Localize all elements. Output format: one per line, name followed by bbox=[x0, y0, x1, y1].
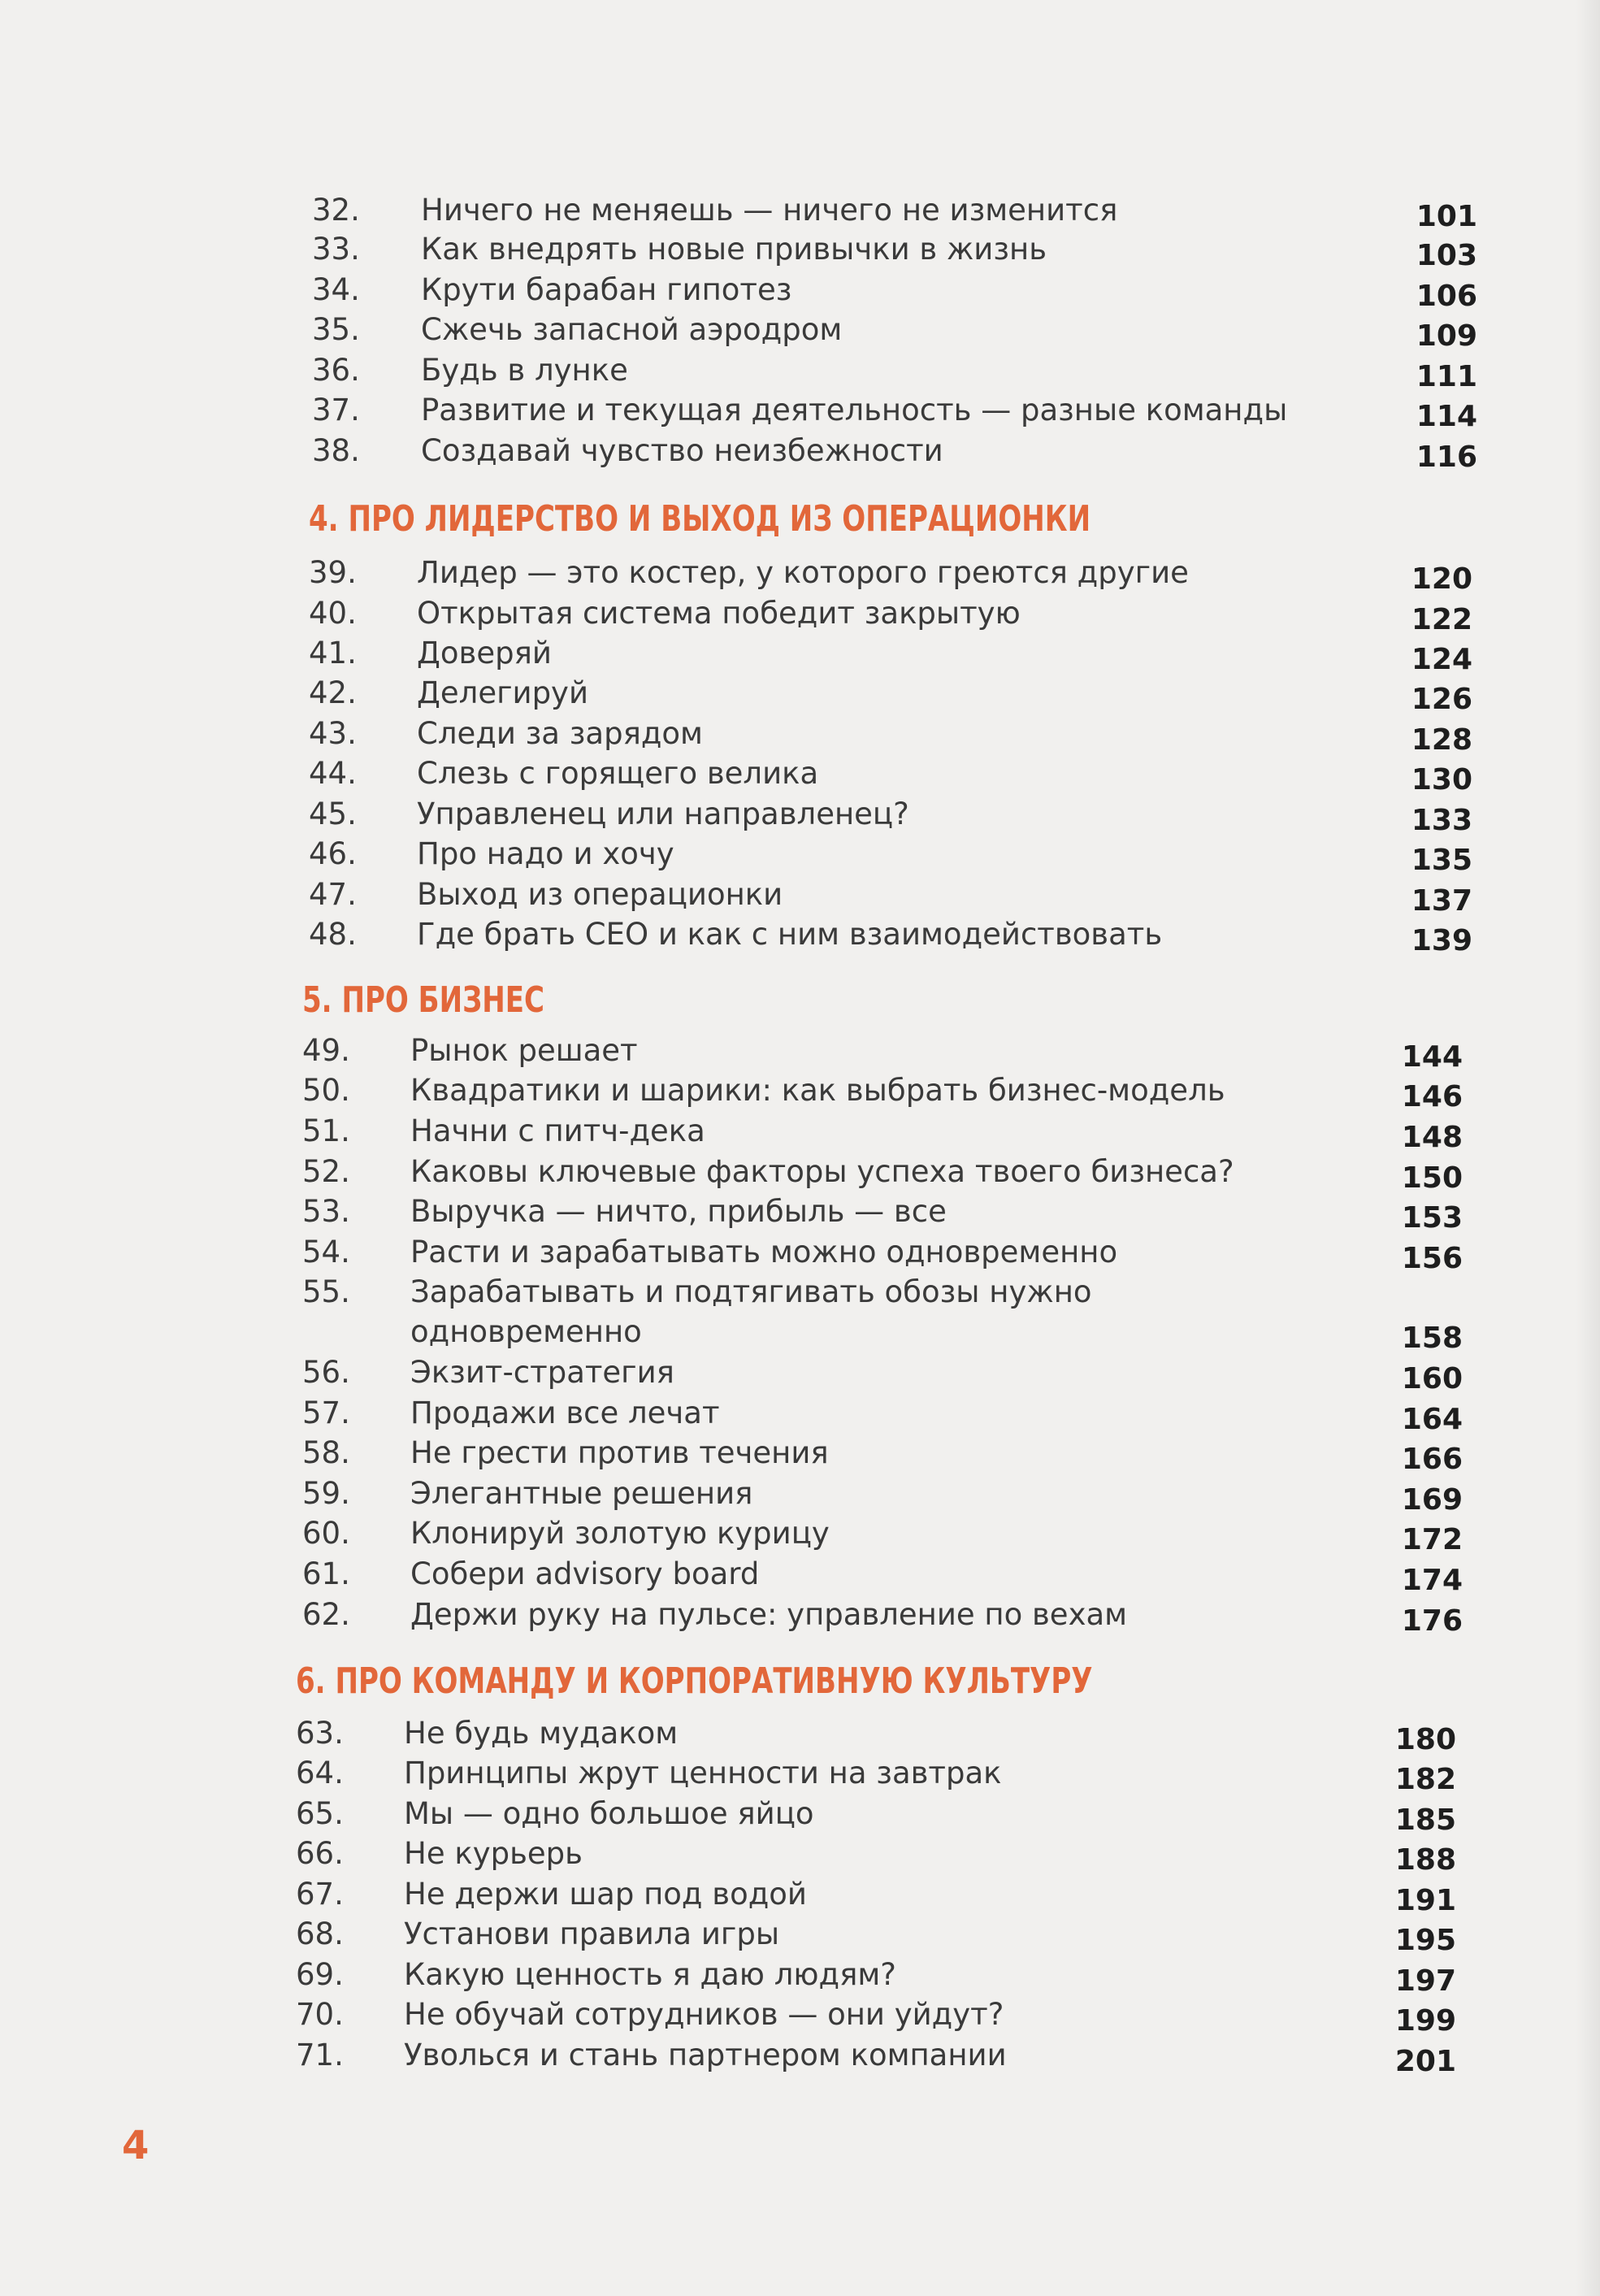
entry-number: 41. bbox=[309, 636, 357, 671]
toc-entry bbox=[296, 1995, 1456, 2038]
toc-entry bbox=[302, 1233, 1463, 1275]
entry-page-number: 139 bbox=[1411, 924, 1472, 957]
entry-number: 48. bbox=[309, 917, 357, 952]
entry-title: Продажи все лечат bbox=[410, 1395, 720, 1430]
toc-entry bbox=[302, 1514, 1463, 1556]
toc-entry bbox=[296, 1795, 1456, 1837]
entry-title: Начни с питч-дека bbox=[410, 1113, 705, 1148]
entry-number: 45. bbox=[309, 796, 357, 831]
page-edge-shadow bbox=[1576, 0, 1600, 2296]
entry-page-number: 176 bbox=[1401, 1604, 1463, 1638]
toc-entry bbox=[309, 795, 1472, 837]
entry-title: Собери advisory board bbox=[410, 1556, 760, 1591]
entry-title: Клонируй золотую курицу bbox=[410, 1516, 830, 1551]
entry-number: 62. bbox=[302, 1597, 350, 1632]
toc-entry bbox=[302, 1394, 1463, 1436]
toc-entry bbox=[302, 1595, 1463, 1638]
entry-page-number: 182 bbox=[1394, 1763, 1456, 1796]
entry-page-number: 111 bbox=[1416, 360, 1477, 393]
entry-page-number: 160 bbox=[1401, 1362, 1463, 1395]
toc-entry bbox=[302, 1555, 1463, 1597]
toc-entry bbox=[302, 1112, 1463, 1154]
toc-entry bbox=[302, 1192, 1463, 1235]
toc-entry bbox=[309, 915, 1472, 957]
entry-title: Держи руку на пульсе: управление по вехам bbox=[410, 1597, 1128, 1632]
toc-entry bbox=[296, 1714, 1456, 1756]
entry-title: Сжечь запасной аэродром bbox=[421, 312, 843, 347]
entry-title: Выручка — ничто, прибыль — все bbox=[410, 1194, 947, 1229]
entry-title: Доверяй bbox=[417, 636, 552, 671]
entry-number: 36. bbox=[312, 353, 360, 388]
toc-entry bbox=[312, 230, 1477, 272]
section-heading: 5. ПРО БИЗНЕС bbox=[302, 979, 545, 1021]
entry-title: Не обучай сотрудников — они уйдут? bbox=[404, 1997, 1004, 2032]
entry-page-number: 135 bbox=[1411, 844, 1472, 877]
entry-page-number: 166 bbox=[1401, 1443, 1463, 1476]
section-heading: 4. ПРО ЛИДЕРСТВО И ВЫХОД ИЗ ОПЕРАЦИОНКИ bbox=[309, 498, 1091, 540]
entry-number: 46. bbox=[309, 836, 357, 871]
entry-number: 33. bbox=[312, 232, 360, 267]
entry-page-number: 156 bbox=[1401, 1242, 1463, 1275]
entry-number: 32. bbox=[312, 193, 360, 228]
entry-page-number: 153 bbox=[1401, 1201, 1463, 1235]
entry-title: Не держи шар под водой bbox=[404, 1877, 807, 1912]
entry-title: Слезь с горящего велика bbox=[417, 756, 819, 791]
entry-title: Выход из операционки bbox=[417, 877, 783, 912]
toc-entry bbox=[296, 1834, 1456, 1877]
entry-number: 50. bbox=[302, 1073, 350, 1108]
entry-page-number: 199 bbox=[1394, 2004, 1456, 2038]
entry-title: Про надо и хочу bbox=[417, 836, 674, 871]
toc-entry bbox=[312, 271, 1477, 313]
entry-number: 68. bbox=[296, 1916, 344, 1951]
entry-number: 54. bbox=[302, 1235, 350, 1270]
toc-entry bbox=[309, 674, 1472, 716]
entry-number: 34. bbox=[312, 272, 360, 307]
entry-title: Управленец или направленец? bbox=[417, 796, 909, 831]
entry-title-continuation: одновременно bbox=[410, 1314, 642, 1349]
entry-title: Каковы ключевые факторы успеха твоего бизнеса? bbox=[410, 1154, 1234, 1189]
entry-title: Лидер — это костер, у которого греются другие bbox=[417, 555, 1189, 590]
entry-number: 38. bbox=[312, 433, 360, 468]
entry-number: 52. bbox=[302, 1154, 350, 1189]
entry-number: 42. bbox=[309, 675, 357, 710]
entry-page-number: 103 bbox=[1416, 239, 1477, 272]
entry-page-number: 201 bbox=[1394, 2045, 1456, 2078]
entry-title: Расти и зарабатывать можно одновременно bbox=[410, 1235, 1118, 1270]
entry-number: 43. bbox=[309, 716, 357, 751]
entry-number: 51. bbox=[302, 1113, 350, 1148]
toc-entry bbox=[309, 553, 1472, 596]
entry-title: Будь в лунке bbox=[421, 353, 628, 388]
entry-number: 67. bbox=[296, 1877, 344, 1912]
entry-title: Не курьерь bbox=[404, 1836, 583, 1871]
toc-entry bbox=[302, 1273, 1463, 1354]
toc-entry bbox=[302, 1031, 1463, 1074]
entry-number: 64. bbox=[296, 1756, 344, 1790]
entry-title: Как внедрять новые привычки в жизнь bbox=[421, 232, 1047, 267]
entry-page-number: 101 bbox=[1416, 200, 1477, 233]
entry-number: 55. bbox=[302, 1274, 350, 1309]
toc-entry bbox=[302, 1152, 1463, 1195]
entry-title: Следи за зарядом bbox=[417, 716, 703, 751]
entry-number: 65. bbox=[296, 1796, 344, 1831]
entry-number: 59. bbox=[302, 1476, 350, 1511]
entry-title: Не будь мудаком bbox=[404, 1716, 679, 1751]
entry-number: 53. bbox=[302, 1194, 350, 1229]
entry-number: 63. bbox=[296, 1716, 344, 1751]
toc-entry bbox=[302, 1474, 1463, 1517]
toc-entry bbox=[309, 714, 1472, 757]
entry-page-number: 169 bbox=[1401, 1483, 1463, 1517]
entry-page-number: 109 bbox=[1416, 319, 1477, 353]
toc-entry bbox=[309, 594, 1472, 636]
toc-entry bbox=[296, 1955, 1456, 1998]
entry-page-number: 116 bbox=[1416, 441, 1477, 474]
toc-entry bbox=[312, 391, 1477, 433]
entry-page-number: 128 bbox=[1411, 723, 1472, 757]
toc-entry bbox=[302, 1071, 1463, 1113]
toc-entry bbox=[309, 754, 1472, 796]
entry-page-number: 188 bbox=[1394, 1843, 1456, 1877]
entry-number: 66. bbox=[296, 1836, 344, 1871]
toc-entry bbox=[296, 1915, 1456, 1957]
entry-title: Элегантные решения bbox=[410, 1476, 753, 1511]
entry-page-number: 137 bbox=[1411, 884, 1472, 918]
entry-page-number: 164 bbox=[1401, 1403, 1463, 1436]
entry-page-number: 172 bbox=[1401, 1523, 1463, 1556]
entry-title: Где брать CEO и как с ним взаимодействовать bbox=[417, 917, 1163, 952]
entry-number: 35. bbox=[312, 312, 360, 347]
toc-entry bbox=[302, 1434, 1463, 1476]
toc-entry bbox=[296, 2036, 1456, 2078]
entry-title: Рынок решает bbox=[410, 1033, 638, 1068]
page-number: 4 bbox=[122, 2123, 150, 2168]
entry-page-number: 120 bbox=[1411, 562, 1472, 596]
entry-page-number: 146 bbox=[1401, 1080, 1463, 1113]
entry-page-number: 144 bbox=[1401, 1040, 1463, 1074]
entry-title: Зарабатывать и подтягивать обозы нужно bbox=[410, 1274, 1092, 1309]
section-heading: 6. ПРО КОМАНДУ И КОРПОРАТИВНУЮ КУЛЬТУРУ bbox=[296, 1660, 1093, 1702]
entry-page-number: 122 bbox=[1411, 603, 1472, 636]
entry-title: Квадратики и шарики: как выбрать бизнес-модель bbox=[410, 1073, 1225, 1108]
entry-title: Делегируй bbox=[417, 675, 588, 710]
toc-entry bbox=[312, 310, 1477, 353]
toc-entry bbox=[309, 835, 1472, 877]
entry-number: 39. bbox=[309, 555, 357, 590]
entry-number: 44. bbox=[309, 756, 357, 791]
entry-title: Мы — одно большое яйцо bbox=[404, 1796, 814, 1831]
entry-title: Установи правила игры bbox=[404, 1916, 780, 1951]
entry-number: 56. bbox=[302, 1355, 350, 1390]
toc-entry bbox=[296, 1875, 1456, 1917]
entry-page-number: 158 bbox=[1401, 1322, 1463, 1355]
entry-number: 40. bbox=[309, 596, 357, 631]
entry-page-number: 195 bbox=[1394, 1924, 1456, 1957]
entry-page-number: 191 bbox=[1394, 1884, 1456, 1917]
entry-title: Какую ценность я даю людям? bbox=[404, 1957, 896, 1992]
entry-page-number: 106 bbox=[1416, 280, 1477, 313]
entry-number: 37. bbox=[312, 393, 360, 428]
entry-page-number: 180 bbox=[1394, 1723, 1456, 1756]
toc-entry bbox=[296, 1754, 1456, 1796]
entry-page-number: 148 bbox=[1401, 1121, 1463, 1154]
toc-entry bbox=[302, 1353, 1463, 1395]
entry-page-number: 197 bbox=[1394, 1964, 1456, 1998]
toc-entry bbox=[309, 875, 1472, 918]
entry-number: 69. bbox=[296, 1957, 344, 1992]
entry-page-number: 130 bbox=[1411, 763, 1472, 796]
entry-number: 49. bbox=[302, 1033, 350, 1068]
entry-page-number: 126 bbox=[1411, 683, 1472, 716]
entry-page-number: 185 bbox=[1394, 1803, 1456, 1837]
entry-title: Развитие и текущая деятельность — разные команды bbox=[421, 393, 1288, 428]
entry-title: Принципы жрут ценности на завтрак bbox=[404, 1756, 1002, 1790]
entry-title: Не грести против течения bbox=[410, 1435, 829, 1470]
entry-number: 58. bbox=[302, 1435, 350, 1470]
entry-title: Открытая система победит закрытую bbox=[417, 596, 1021, 631]
entry-number: 71. bbox=[296, 2038, 344, 2072]
entry-title: Ничего не меняешь — ничего не изменится bbox=[421, 193, 1118, 228]
toc-entry bbox=[312, 351, 1477, 393]
toc-entry bbox=[309, 634, 1472, 676]
entry-page-number: 114 bbox=[1416, 400, 1477, 433]
entry-title: Крути барабан гипотез bbox=[421, 272, 792, 307]
entry-title: Экзит-стратегия bbox=[410, 1355, 674, 1390]
entry-number: 70. bbox=[296, 1997, 344, 2032]
entry-page-number: 150 bbox=[1401, 1161, 1463, 1195]
toc-entry bbox=[312, 191, 1477, 233]
entry-title: Создавай чувство неизбежности bbox=[421, 433, 943, 468]
entry-page-number: 133 bbox=[1411, 804, 1472, 837]
entry-title: Уволься и стань партнером компании bbox=[404, 2038, 1007, 2072]
toc-entry bbox=[312, 432, 1477, 474]
entry-page-number: 124 bbox=[1411, 643, 1472, 676]
entry-page-number: 174 bbox=[1401, 1564, 1463, 1597]
entry-number: 57. bbox=[302, 1395, 350, 1430]
entry-number: 60. bbox=[302, 1516, 350, 1551]
entry-number: 61. bbox=[302, 1556, 350, 1591]
entry-number: 47. bbox=[309, 877, 357, 912]
